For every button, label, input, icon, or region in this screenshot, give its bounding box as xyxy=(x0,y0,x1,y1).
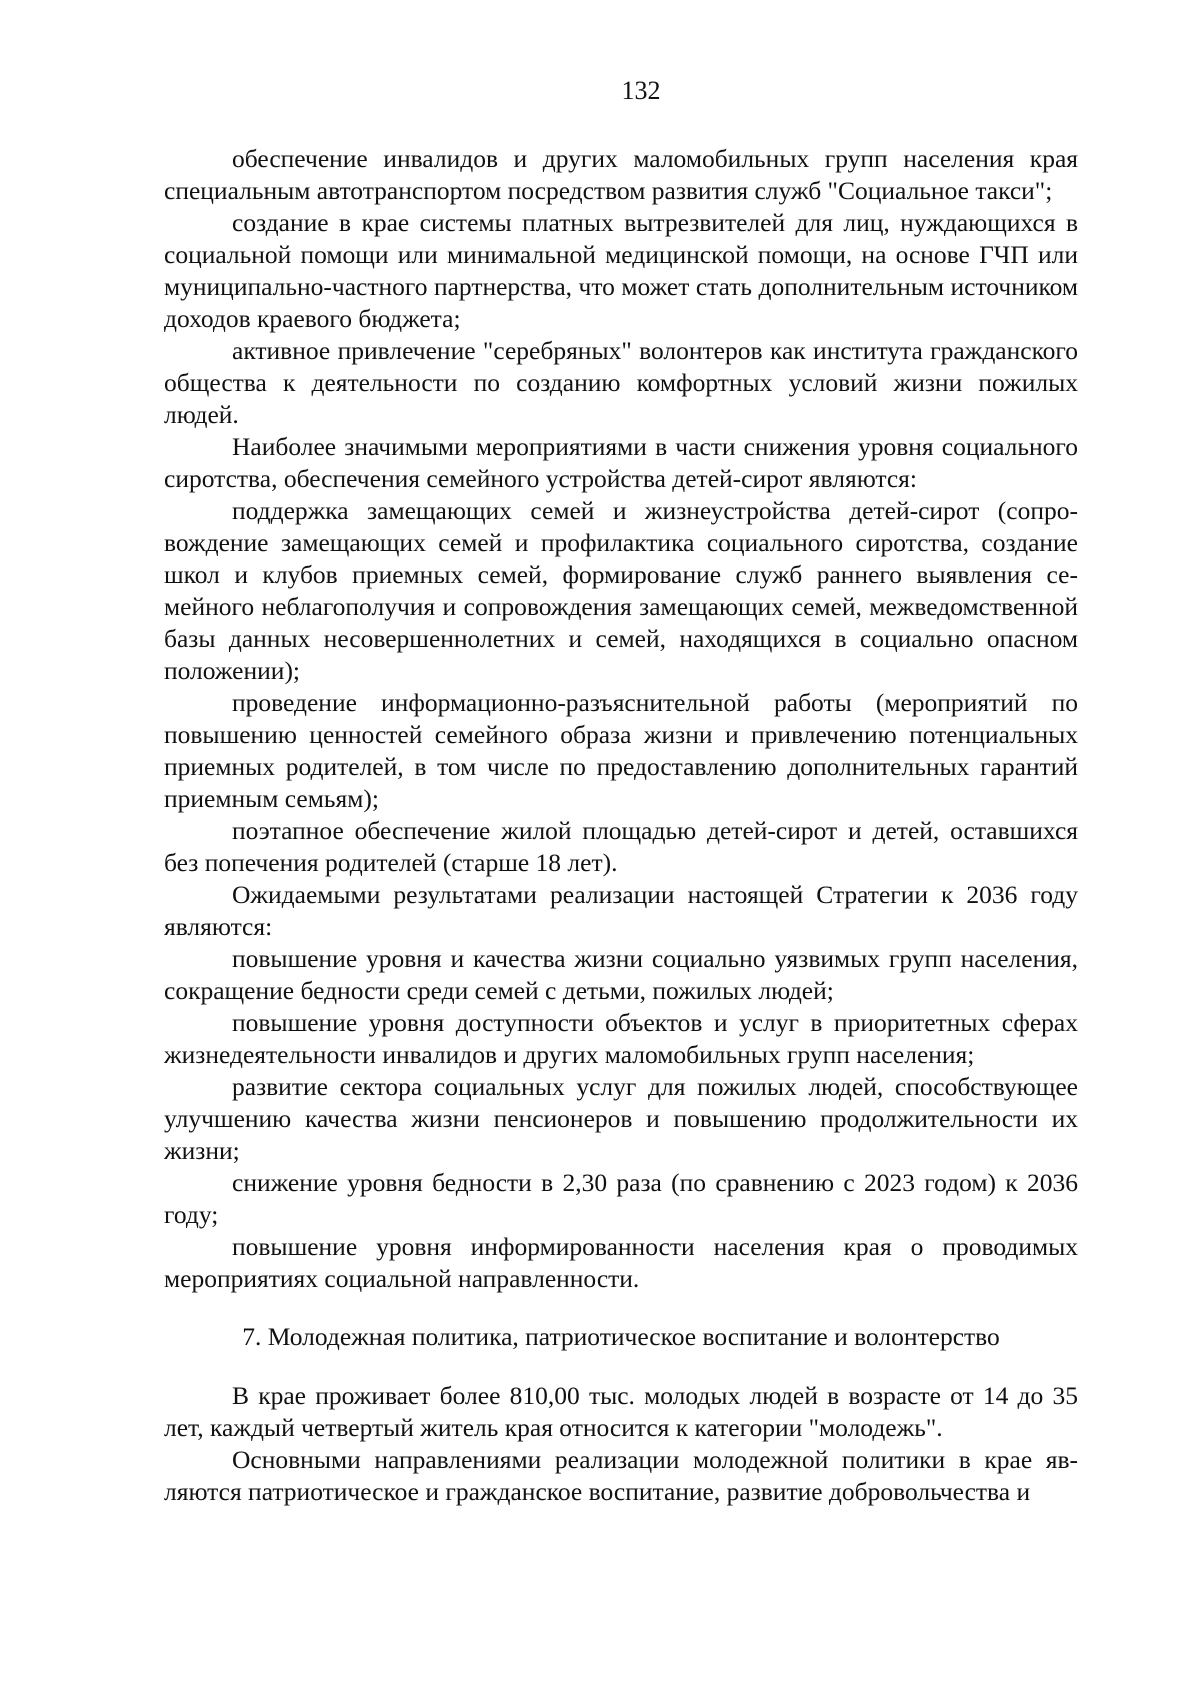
paragraph: активное привлечение "серебряных" волонтеров как института гражданского общества к деятельности по созданию комфортных условий жизни пожилых людей. xyxy=(164,336,1078,429)
page-number: 132 xyxy=(621,76,661,105)
paragraph: обеспечение инвалидов и других маломобильных групп населения края специальным автотранспортом посредством развития служб "Социальное такси"; xyxy=(164,144,1078,205)
paragraph: поддержка замещающих семей и жизнеустройства детей-сирот (сопровождение замещающих семей и профилактика социального сиротства, создание школ и клубов приемных семей, формирование служб раннего выявления семейного неблагополучия и сопровождения замещающих семей, межведомственной базы данных несовершеннолетних и семей, находящихся в социально опасном положении); xyxy=(164,496,1078,685)
paragraph: повышение уровня доступности объектов и услуг в приоритетных сферах жизнедеятельности инвалидов и других маломобильных групп населения; xyxy=(164,1008,1078,1069)
paragraph: проведение информационно-разъяснительной работы (мероприятий по повышению ценностей семейного образа жизни и привлечению потенциальных приемных родителей, в том числе по предоставлению дополнительных гарантий приемным семьям); xyxy=(164,688,1078,813)
paragraph: повышение уровня информированности населения края о проводимых мероприятиях социальной направленности. xyxy=(164,1232,1078,1293)
paragraph: Наиболее значимыми мероприятиями в части снижения уровня социального сиротства, обеспечения семейного устройства детей-сирот являются: xyxy=(164,432,1078,493)
paragraph: создание в крае системы платных вытрезвителей для лиц, нуждающихся в социальной помощи или минимальной медицинской помощи, на основе ГЧП или муниципально-частного партнерства, что может стать дополнительным источником доходов краевого бюджета; xyxy=(164,208,1078,333)
document-body xyxy=(164,143,1078,1508)
paragraph: Ожидаемыми результатами реализации настоящей Стратегии к 2036 году являются: xyxy=(164,880,1078,941)
paragraph: повышение уровня и качества жизни социально уязвимых групп населения, сокращение бедности среди семей с детьми, пожилых людей; xyxy=(164,944,1078,1005)
paragraph: поэтапное обеспечение жилой площадью детей-сирот и детей, оставшихся без попечения родителей (старше 18 лет). xyxy=(164,816,1078,877)
section-heading: 7. Молодежная политика, патриотическое воспитание и волонтерство xyxy=(242,1322,1000,1351)
paragraph: Основными направлениями реализации молодежной политики в крае являются патриотическое и гражданское воспитание, развитие добровольчества и xyxy=(164,1445,1078,1506)
paragraph: В крае проживает более 810,00 тыс. молодых людей в возрасте от 14 до 35 лет, каждый четвертый житель края относится к категории "молодежь". xyxy=(164,1381,1078,1442)
paragraph: развитие сектора социальных услуг для пожилых людей, способствующее улучшению качества жизни пенсионеров и повышению продолжительности их жизни; xyxy=(164,1072,1078,1165)
paragraph: снижение уровня бедности в 2,30 раза (по сравнению с 2023 годом) к 2036 году; xyxy=(164,1168,1078,1229)
